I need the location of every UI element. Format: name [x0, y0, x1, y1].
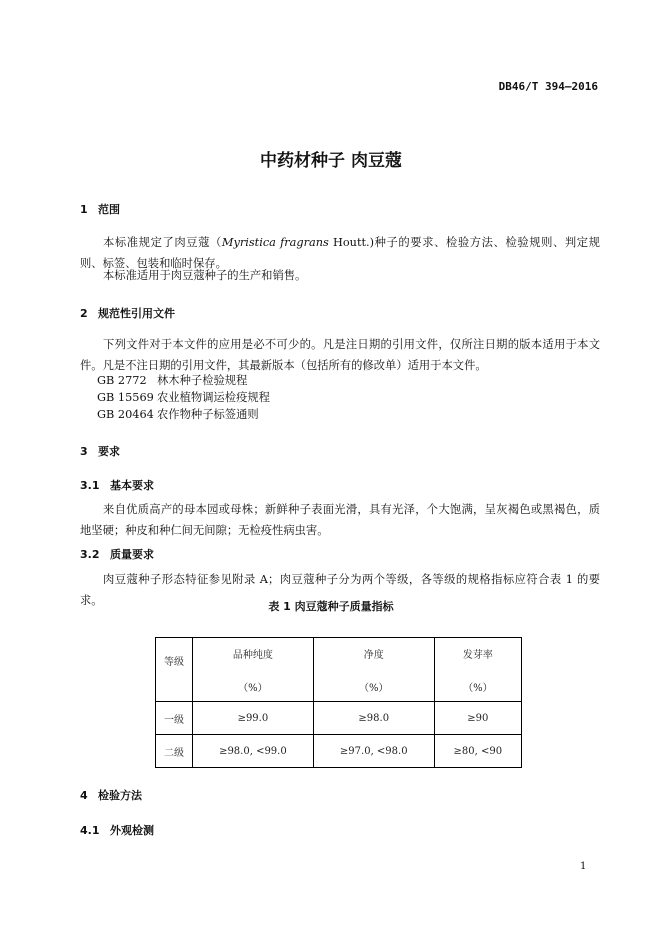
section-number: 4: [80, 789, 88, 802]
scope-text-a: 本标准规定了肉豆蔻（: [103, 236, 222, 249]
header-cell: [434, 638, 521, 702]
table-row: [156, 702, 522, 735]
section-2-heading: [80, 305, 175, 321]
section-3-2-heading: [80, 546, 154, 562]
section-3-1-heading: [80, 477, 154, 493]
section-title: 外观检测: [110, 824, 154, 837]
standard-number: DB46/T 394—2016: [498, 80, 598, 93]
table-cell: 二级: [156, 735, 193, 768]
section-title: 规范性引用文件: [98, 307, 175, 320]
basic-requirement-paragraph: 来自优质高产的母本园或母株；新鲜种子表面光滑，具有光泽，个大饱满，呈灰褐色或黑褐色，质地坚硬；种皮和种仁间无间隙；无检疫性病虫害。: [80, 503, 600, 537]
header-label: 发芽率: [462, 649, 493, 661]
section-1-heading: [80, 201, 120, 217]
latin-name: Myristica fragrans: [221, 236, 329, 249]
table-cell: ≥97.0, <98.0: [313, 735, 434, 768]
reference-item: [97, 405, 259, 425]
document-title: 中药材种子 肉豆蔻: [260, 151, 402, 171]
header-label: 品种纯度: [232, 649, 273, 661]
section-number: 1: [80, 203, 88, 216]
section-title: 检验方法: [98, 789, 142, 802]
header-cell: [192, 638, 313, 702]
header-label: 净度: [363, 649, 384, 661]
normative-paragraph: 下列文件对于本文件的应用是必不可少的。凡是注日期的引用文件，仅所注日期的版本适用于本文件。凡是不注日期的引用文件，其最新版本（包括所有的修改单）适用于本文件。: [80, 338, 600, 372]
section-3-heading: [80, 443, 120, 459]
section-number: 3: [80, 445, 88, 458]
header-unit: （%）: [463, 682, 493, 694]
table-header-row: [156, 638, 522, 702]
header-unit: （%）: [238, 682, 268, 694]
section-number: 2: [80, 307, 88, 320]
section-number: 4.1: [80, 824, 100, 837]
header-label: 等级: [163, 657, 184, 668]
section-4-1-heading: [80, 822, 154, 838]
quality-table: [155, 637, 522, 768]
table-row: [156, 735, 522, 768]
reference-name: 林木种子检验规程: [157, 374, 248, 387]
section-title: 基本要求: [110, 479, 154, 492]
table-cell: ≥99.0: [192, 702, 313, 735]
header-cell: [313, 638, 434, 702]
section-number: 3.2: [80, 548, 100, 561]
reference-name: 农作物种子标签通则: [157, 408, 259, 421]
section-title: 质量要求: [110, 548, 154, 561]
table-cell: ≥90: [434, 702, 521, 735]
section-4-heading: [80, 787, 142, 803]
header-unit: （%）: [359, 682, 389, 694]
reference-name: 农业植物调运检疫规程: [157, 391, 270, 404]
scope-text-b: Houtt.)种子的要求、检验方法、检验规则、判定规则、标签、包装和临时保存。: [80, 236, 600, 270]
page-number: 1: [580, 861, 587, 872]
reference-code: GB 2772: [97, 374, 147, 387]
reference-code: GB 15569: [97, 391, 154, 404]
section-title: 要求: [98, 445, 120, 458]
section-title: 范围: [98, 203, 120, 216]
table-cell: ≥80, <90: [434, 735, 521, 768]
table-cell: 一级: [156, 702, 193, 735]
table-cell: ≥98.0, <99.0: [192, 735, 313, 768]
quality-requirement-paragraph: 肉豆蔻种子形态特征参见附录 A；肉豆蔻种子分为两个等级，各等级的规格指标应符合表 1 的要求。: [80, 573, 600, 607]
header-cell: [156, 638, 193, 702]
section-number: 3.1: [80, 479, 100, 492]
table-cell: ≥98.0: [313, 702, 434, 735]
reference-code: GB 20464: [97, 408, 154, 421]
table-caption: 表 1 肉豆蔻种子质量指标: [268, 600, 394, 613]
scope-paragraph-2: 本标准适用于肉豆蔻种子的生产和销售。: [103, 269, 307, 282]
